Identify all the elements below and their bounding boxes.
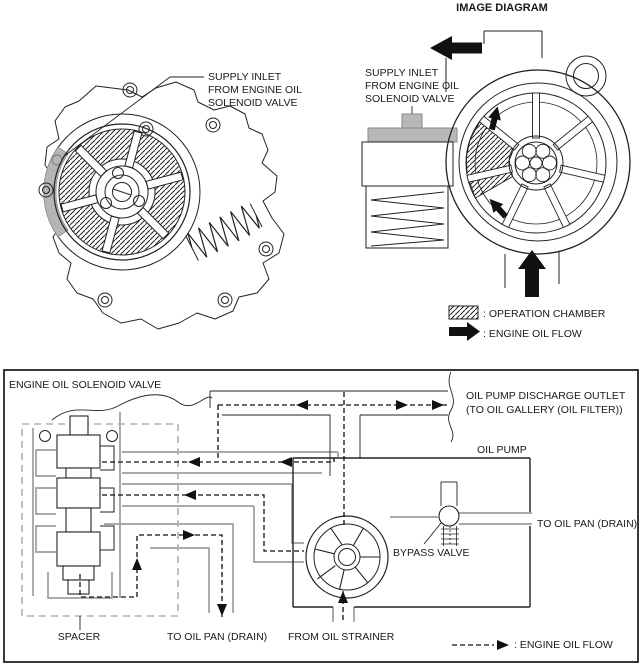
oil-passages-gray (33, 412, 532, 622)
discharge-channel (446, 31, 542, 92)
discharge-gallery-walls (210, 372, 453, 476)
image-diagram-title: IMAGE DIAGRAM (456, 2, 548, 14)
schematic-legend (452, 639, 613, 651)
discharge-outlet-label-line1: OIL PUMP DISCHARGE OUTLET (466, 390, 626, 402)
legend-engine-oil-flow: : ENGINE OIL FLOW (514, 639, 613, 651)
supply-inlet-label-line1: SUPPLY INLET (208, 71, 282, 83)
supply-inlet-label-line2: FROM ENGINE OIL (365, 80, 459, 92)
schematic-title: ENGINE OIL SOLENOID VALVE (9, 379, 162, 391)
to-oil-pan-right-label: TO OIL PAN (DRAIN) (537, 518, 638, 530)
bypass-valve (424, 482, 459, 546)
bypass-leader (424, 523, 441, 544)
bypass-spring (441, 526, 459, 546)
image-diagram (362, 2, 630, 341)
oil-pump-label: OIL PUMP (477, 444, 527, 456)
solenoid-valve-spool (40, 416, 118, 594)
pump-schematic-body (446, 56, 630, 254)
oil-flow-out-arrow-icon (430, 36, 482, 60)
from-oil-strainer-label: FROM OIL STRAINER (288, 631, 395, 643)
pump-rotor (306, 516, 388, 598)
bypass-ball (439, 506, 459, 526)
pump-section-view (39, 71, 302, 329)
legend-operation-chamber: : OPERATION CHAMBER (483, 308, 606, 320)
discharge-outlet-label-line2: (TO OIL GALLERY (OIL FILTER)) (466, 404, 623, 416)
solenoid-valve-block (362, 106, 457, 248)
supply-inlet-label-line3: SOLENOID VALVE (208, 97, 298, 109)
oil-flow-in-arrow-icon (518, 250, 546, 297)
engine-oil-flow-arrow-icon (497, 640, 509, 650)
supply-inlet-label-line1: SUPPLY INLET (365, 67, 439, 79)
to-oil-pan-bottom-label: TO OIL PAN (DRAIN) (167, 631, 268, 643)
supply-inlet-label-line2: FROM ENGINE OIL (208, 84, 302, 96)
supply-inlet-label-line3: SOLENOID VALVE (365, 93, 455, 105)
break-line (449, 372, 454, 442)
engine-oil-flow-arrow-icon (449, 322, 480, 341)
hydraulic-schematic (4, 370, 638, 662)
bypass-valve-label: BYPASS VALVE (393, 547, 470, 559)
inner-rotor (509, 136, 563, 190)
rotor-hub (96, 166, 148, 218)
image-diagram-legend (449, 306, 606, 341)
operation-chamber-swatch-icon (449, 306, 478, 319)
spacer-label: SPACER (57, 631, 101, 643)
relief-spring (185, 202, 263, 261)
legend-engine-oil-flow: : ENGINE OIL FLOW (483, 328, 582, 340)
